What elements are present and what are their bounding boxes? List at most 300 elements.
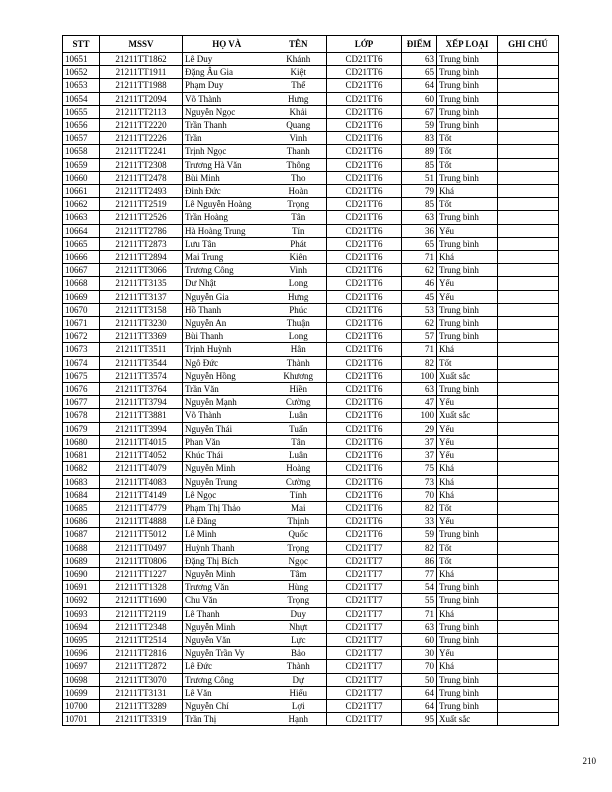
header-lop: LỚP (327, 36, 402, 53)
cell-lop: CD21TT6 (327, 475, 402, 488)
table-row (63, 567, 559, 580)
cell-diem: 75 (402, 462, 437, 475)
cell-stt: 10665 (63, 237, 100, 250)
cell-ghi-chu (498, 449, 559, 462)
cell-ho-va: Nguyễn Trung (183, 475, 271, 488)
table-row (63, 119, 559, 132)
cell-lop: CD21TT6 (327, 515, 402, 528)
table-row (63, 343, 559, 356)
cell-ten: Cường (271, 475, 327, 488)
cell-stt: 10661 (63, 185, 100, 198)
cell-ten: Luân (271, 409, 327, 422)
cell-lop: CD21TT6 (327, 356, 402, 369)
table-row (63, 251, 559, 264)
table-row (63, 647, 559, 660)
table-row (63, 581, 559, 594)
cell-mssv: 21211TT3289 (100, 699, 183, 712)
cell-lop: CD21TT6 (327, 435, 402, 448)
cell-lop: CD21TT6 (327, 383, 402, 396)
cell-diem: 62 (402, 264, 437, 277)
cell-ghi-chu (498, 277, 559, 290)
cell-xep-loai: Yếu (437, 422, 498, 435)
cell-mssv: 21211TT2226 (100, 132, 183, 145)
cell-ghi-chu (498, 198, 559, 211)
table-row (63, 541, 559, 554)
cell-xep-loai: Trung bình (437, 171, 498, 184)
cell-lop: CD21TT6 (327, 409, 402, 422)
cell-ho-va: Nguyễn An (183, 317, 271, 330)
cell-ho-va: Phan Văn (183, 435, 271, 448)
cell-stt: 10668 (63, 277, 100, 290)
cell-lop: CD21TT6 (327, 488, 402, 501)
cell-mssv: 21211TT2119 (100, 607, 183, 620)
cell-ten: Thịnh (271, 515, 327, 528)
cell-mssv: 21211TT3137 (100, 290, 183, 303)
cell-xep-loai: Trung bình (437, 330, 498, 343)
cell-stt: 10659 (63, 158, 100, 171)
header-ten: TÊN (271, 36, 327, 53)
cell-xep-loai: Trung bình (437, 581, 498, 594)
cell-stt: 10670 (63, 303, 100, 316)
cell-mssv: 21211TT2786 (100, 224, 183, 237)
header-diem: ĐIỂM (402, 36, 437, 53)
cell-stt: 10657 (63, 132, 100, 145)
cell-lop: CD21TT6 (327, 105, 402, 118)
cell-ho-va: Nguyễn Trần Vy (183, 647, 271, 660)
cell-diem: 83 (402, 132, 437, 145)
cell-mssv: 21211TT3158 (100, 303, 183, 316)
cell-lop: CD21TT6 (327, 396, 402, 409)
cell-stt: 10662 (63, 198, 100, 211)
cell-diem: 71 (402, 607, 437, 620)
table-row (63, 198, 559, 211)
cell-ten: Tân (271, 435, 327, 448)
header-xep-loai: XẾP LOẠI (437, 36, 498, 53)
cell-diem: 82 (402, 501, 437, 514)
cell-lop: CD21TT7 (327, 581, 402, 594)
cell-ho-va: Ngô Đức (183, 356, 271, 369)
cell-stt: 10685 (63, 501, 100, 514)
cell-diem: 60 (402, 92, 437, 105)
cell-ten: Tho (271, 171, 327, 184)
cell-ho-va: Nguyễn Mạnh (183, 396, 271, 409)
cell-diem: 36 (402, 224, 437, 237)
cell-lop: CD21TT6 (327, 171, 402, 184)
table-row (63, 356, 559, 369)
cell-ho-va: Trần Thị (183, 713, 271, 726)
cell-ho-va: Hồ Thanh (183, 303, 271, 316)
cell-ho-va: Mai Trung (183, 251, 271, 264)
cell-lop: CD21TT6 (327, 237, 402, 250)
table-row (63, 171, 559, 184)
cell-ghi-chu (498, 462, 559, 475)
cell-ghi-chu (498, 633, 559, 646)
cell-stt: 10682 (63, 462, 100, 475)
cell-lop: CD21TT6 (327, 449, 402, 462)
cell-ghi-chu (498, 383, 559, 396)
cell-lop: CD21TT6 (327, 66, 402, 79)
cell-xep-loai: Trung bình (437, 673, 498, 686)
cell-xep-loai: Khá (437, 607, 498, 620)
cell-lop: CD21TT7 (327, 660, 402, 673)
cell-ghi-chu (498, 303, 559, 316)
cell-diem: 85 (402, 158, 437, 171)
cell-mssv: 21211TT3131 (100, 686, 183, 699)
cell-ten: Vinh (271, 264, 327, 277)
cell-ten: Quốc (271, 528, 327, 541)
cell-ten: Tuấn (271, 422, 327, 435)
cell-stt: 10683 (63, 475, 100, 488)
cell-xep-loai: Tốt (437, 198, 498, 211)
cell-ghi-chu (498, 66, 559, 79)
cell-lop: CD21TT6 (327, 92, 402, 105)
cell-diem: 59 (402, 119, 437, 132)
cell-ghi-chu (498, 713, 559, 726)
table-row (63, 554, 559, 567)
table-row (63, 501, 559, 514)
table-row (63, 224, 559, 237)
table-row (63, 79, 559, 92)
cell-diem: 54 (402, 581, 437, 594)
cell-diem: 100 (402, 409, 437, 422)
cell-diem: 46 (402, 277, 437, 290)
cell-ten: Vinh (271, 132, 327, 145)
cell-diem: 82 (402, 356, 437, 369)
cell-diem: 30 (402, 647, 437, 660)
cell-lop: CD21TT7 (327, 673, 402, 686)
cell-lop: CD21TT6 (327, 317, 402, 330)
cell-mssv: 21211TT2113 (100, 105, 183, 118)
cell-ghi-chu (498, 92, 559, 105)
cell-mssv: 21211TT2816 (100, 647, 183, 660)
cell-xep-loai: Khá (437, 251, 498, 264)
cell-ten: Tính (271, 488, 327, 501)
cell-xep-loai: Trung bình (437, 317, 498, 330)
cell-xep-loai: Yếu (437, 449, 498, 462)
cell-ho-va: Trần Hoàng (183, 211, 271, 224)
cell-lop: CD21TT6 (327, 290, 402, 303)
header-ghi-chu: GHI CHÚ (498, 36, 559, 53)
cell-xep-loai: Trung bình (437, 92, 498, 105)
cell-ghi-chu (498, 422, 559, 435)
cell-stt: 10698 (63, 673, 100, 686)
cell-ghi-chu (498, 594, 559, 607)
cell-diem: 47 (402, 396, 437, 409)
cell-xep-loai: Khá (437, 567, 498, 580)
cell-mssv: 21211TT1690 (100, 594, 183, 607)
page-number: 210 (582, 756, 596, 766)
cell-ten: Trọng (271, 198, 327, 211)
cell-ho-va: Dư Nhật (183, 277, 271, 290)
cell-ho-va: Trịnh Huỳnh (183, 343, 271, 356)
cell-ho-va: Lê Đăng (183, 515, 271, 528)
cell-ten: Lực (271, 633, 327, 646)
cell-stt: 10687 (63, 528, 100, 541)
cell-lop: CD21TT6 (327, 79, 402, 92)
cell-xep-loai: Yếu (437, 277, 498, 290)
cell-diem: 64 (402, 79, 437, 92)
cell-ghi-chu (498, 673, 559, 686)
cell-ho-va: Lê Đức (183, 660, 271, 673)
cell-xep-loai: Yếu (437, 290, 498, 303)
cell-ten: Kiệt (271, 66, 327, 79)
cell-ho-va: Khúc Thái (183, 449, 271, 462)
cell-mssv: 21211TT1988 (100, 79, 183, 92)
cell-mssv: 21211TT3319 (100, 713, 183, 726)
cell-ho-va: Trương Hà Văn (183, 158, 271, 171)
cell-ho-va: Nguyễn Minh (183, 567, 271, 580)
cell-stt: 10679 (63, 422, 100, 435)
cell-ghi-chu (498, 475, 559, 488)
cell-ho-va: Nguyễn Minh (183, 620, 271, 633)
cell-ghi-chu (498, 409, 559, 422)
cell-diem: 82 (402, 541, 437, 554)
cell-lop: CD21TT7 (327, 686, 402, 699)
cell-xep-loai: Trung bình (437, 211, 498, 224)
cell-xep-loai: Yếu (437, 396, 498, 409)
cell-ho-va: Trần (183, 132, 271, 145)
cell-stt: 10696 (63, 647, 100, 660)
cell-lop: CD21TT6 (327, 462, 402, 475)
cell-ten: Cường (271, 396, 327, 409)
cell-lop: CD21TT7 (327, 647, 402, 660)
cell-ho-va: Trần Thanh (183, 119, 271, 132)
cell-lop: CD21TT6 (327, 198, 402, 211)
cell-mssv: 21211TT4779 (100, 501, 183, 514)
cell-mssv: 21211TT2478 (100, 171, 183, 184)
cell-ho-va: Huỳnh Thanh (183, 541, 271, 554)
cell-mssv: 21211TT2894 (100, 251, 183, 264)
cell-stt: 10669 (63, 290, 100, 303)
table-row (63, 528, 559, 541)
cell-ten: Phát (271, 237, 327, 250)
cell-diem: 37 (402, 435, 437, 448)
cell-ghi-chu (498, 686, 559, 699)
cell-ten: Duy (271, 607, 327, 620)
cell-ten: Hùng (271, 581, 327, 594)
cell-mssv: 21211TT4015 (100, 435, 183, 448)
cell-lop: CD21TT6 (327, 211, 402, 224)
cell-stt: 10676 (63, 383, 100, 396)
cell-ten: Hiếu (271, 686, 327, 699)
cell-stt: 10652 (63, 66, 100, 79)
cell-ten: Quang (271, 119, 327, 132)
cell-mssv: 21211TT3511 (100, 343, 183, 356)
cell-ten: Hân (271, 343, 327, 356)
cell-ghi-chu (498, 317, 559, 330)
cell-xep-loai: Trung bình (437, 66, 498, 79)
cell-xep-loai: Khá (437, 475, 498, 488)
cell-ghi-chu (498, 251, 559, 264)
cell-mssv: 21211TT2872 (100, 660, 183, 673)
cell-xep-loai: Tốt (437, 541, 498, 554)
cell-diem: 79 (402, 185, 437, 198)
table-row (63, 330, 559, 343)
cell-xep-loai: Khá (437, 343, 498, 356)
cell-mssv: 21211TT1862 (100, 53, 183, 66)
cell-stt: 10677 (63, 396, 100, 409)
cell-stt: 10701 (63, 713, 100, 726)
cell-ghi-chu (498, 119, 559, 132)
cell-mssv: 21211TT3764 (100, 383, 183, 396)
cell-diem: 86 (402, 554, 437, 567)
table-row (63, 290, 559, 303)
cell-xep-loai: Trung bình (437, 303, 498, 316)
cell-ten: Khánh (271, 53, 327, 66)
table-row (63, 277, 559, 290)
cell-xep-loai: Tốt (437, 145, 498, 158)
cell-lop: CD21TT6 (327, 132, 402, 145)
cell-xep-loai: Tốt (437, 554, 498, 567)
cell-lop: CD21TT7 (327, 699, 402, 712)
cell-xep-loai: Trung bình (437, 633, 498, 646)
cell-xep-loai: Xuất sắc (437, 369, 498, 382)
cell-ho-va: Trần Văn (183, 383, 271, 396)
cell-diem: 89 (402, 145, 437, 158)
cell-xep-loai: Trung bình (437, 264, 498, 277)
cell-xep-loai: Khá (437, 462, 498, 475)
cell-mssv: 21211TT2348 (100, 620, 183, 633)
cell-stt: 10695 (63, 633, 100, 646)
cell-stt: 10671 (63, 317, 100, 330)
cell-xep-loai: Trung bình (437, 119, 498, 132)
cell-mssv: 21211TT4052 (100, 449, 183, 462)
cell-ten: Luân (271, 449, 327, 462)
cell-diem: 63 (402, 383, 437, 396)
cell-xep-loai: Xuất sắc (437, 409, 498, 422)
cell-ho-va: Hà Hoàng Trung (183, 224, 271, 237)
cell-stt: 10680 (63, 435, 100, 448)
cell-lop: CD21TT6 (327, 501, 402, 514)
cell-diem: 50 (402, 673, 437, 686)
cell-ho-va: Nguyễn Ngọc (183, 105, 271, 118)
cell-diem: 67 (402, 105, 437, 118)
cell-xep-loai: Yếu (437, 435, 498, 448)
cell-ghi-chu (498, 171, 559, 184)
cell-mssv: 21211TT2308 (100, 158, 183, 171)
cell-ghi-chu (498, 79, 559, 92)
cell-xep-loai: Tốt (437, 356, 498, 369)
cell-xep-loai: Khá (437, 660, 498, 673)
cell-ten: Thể (271, 79, 327, 92)
cell-lop: CD21TT6 (327, 145, 402, 158)
cell-diem: 45 (402, 290, 437, 303)
cell-diem: 71 (402, 251, 437, 264)
cell-ten: Tân (271, 211, 327, 224)
table-body (63, 53, 559, 726)
cell-ho-va: Đặng Thị Bích (183, 554, 271, 567)
cell-ho-va: Nguyễn Chí (183, 699, 271, 712)
cell-ho-va: Bùi Thanh (183, 330, 271, 343)
cell-stt: 10658 (63, 145, 100, 158)
cell-ho-va: Đặng Âu Gia (183, 66, 271, 79)
cell-ho-va: Nguyễn Thái (183, 422, 271, 435)
cell-ghi-chu (498, 105, 559, 118)
table-header-row (63, 36, 559, 53)
cell-diem: 55 (402, 594, 437, 607)
cell-stt: 10664 (63, 224, 100, 237)
cell-mssv: 21211TT1227 (100, 567, 183, 580)
cell-mssv: 21211TT0497 (100, 541, 183, 554)
cell-diem: 63 (402, 211, 437, 224)
cell-diem: 63 (402, 53, 437, 66)
cell-ghi-chu (498, 581, 559, 594)
cell-ho-va: Lê Thanh (183, 607, 271, 620)
cell-mssv: 21211TT4149 (100, 488, 183, 501)
cell-stt: 10686 (63, 515, 100, 528)
cell-mssv: 21211TT0806 (100, 554, 183, 567)
table-row (63, 462, 559, 475)
cell-stt: 10692 (63, 594, 100, 607)
cell-stt: 10663 (63, 211, 100, 224)
cell-ten: Trọng (271, 594, 327, 607)
cell-ho-va: Võ Thành (183, 92, 271, 105)
cell-ghi-chu (498, 343, 559, 356)
cell-ho-va: Phạm Duy (183, 79, 271, 92)
cell-mssv: 21211TT2526 (100, 211, 183, 224)
cell-mssv: 21211TT3881 (100, 409, 183, 422)
cell-lop: CD21TT6 (327, 119, 402, 132)
cell-lop: CD21TT6 (327, 53, 402, 66)
cell-xep-loai: Trung bình (437, 620, 498, 633)
cell-ghi-chu (498, 224, 559, 237)
cell-diem: 57 (402, 330, 437, 343)
cell-diem: 73 (402, 475, 437, 488)
cell-ghi-chu (498, 211, 559, 224)
cell-mssv: 21211TT2493 (100, 185, 183, 198)
cell-xep-loai: Tốt (437, 132, 498, 145)
cell-ghi-chu (498, 369, 559, 382)
cell-xep-loai: Trung bình (437, 105, 498, 118)
cell-mssv: 21211TT2241 (100, 145, 183, 158)
cell-lop: CD21TT7 (327, 541, 402, 554)
cell-stt: 10667 (63, 264, 100, 277)
cell-ho-va: Nguyễn Hồng (183, 369, 271, 382)
cell-diem: 95 (402, 713, 437, 726)
cell-stt: 10656 (63, 119, 100, 132)
table-row (63, 237, 559, 250)
cell-mssv: 21211TT3369 (100, 330, 183, 343)
cell-lop: CD21TT6 (327, 422, 402, 435)
cell-diem: 62 (402, 317, 437, 330)
cell-mssv: 21211TT2873 (100, 237, 183, 250)
table-row (63, 211, 559, 224)
cell-diem: 29 (402, 422, 437, 435)
cell-mssv: 21211TT3994 (100, 422, 183, 435)
cell-stt: 10678 (63, 409, 100, 422)
cell-ten: Tâm (271, 567, 327, 580)
cell-lop: CD21TT7 (327, 554, 402, 567)
cell-ten: Nhựt (271, 620, 327, 633)
cell-stt: 10689 (63, 554, 100, 567)
table-row (63, 422, 559, 435)
cell-ten: Thành (271, 660, 327, 673)
cell-ten: Thuận (271, 317, 327, 330)
table-row (63, 620, 559, 633)
cell-stt: 10684 (63, 488, 100, 501)
table-row (63, 699, 559, 712)
cell-mssv: 21211TT4083 (100, 475, 183, 488)
cell-ho-va: Lê Nguyễn Hoàng (183, 198, 271, 211)
cell-lop: CD21TT7 (327, 607, 402, 620)
table-row (63, 264, 559, 277)
cell-ho-va: Lê Văn (183, 686, 271, 699)
cell-mssv: 21211TT2514 (100, 633, 183, 646)
cell-ghi-chu (498, 647, 559, 660)
cell-mssv: 21211TT1328 (100, 581, 183, 594)
table-row (63, 369, 559, 382)
cell-ho-va: Lê Minh (183, 528, 271, 541)
